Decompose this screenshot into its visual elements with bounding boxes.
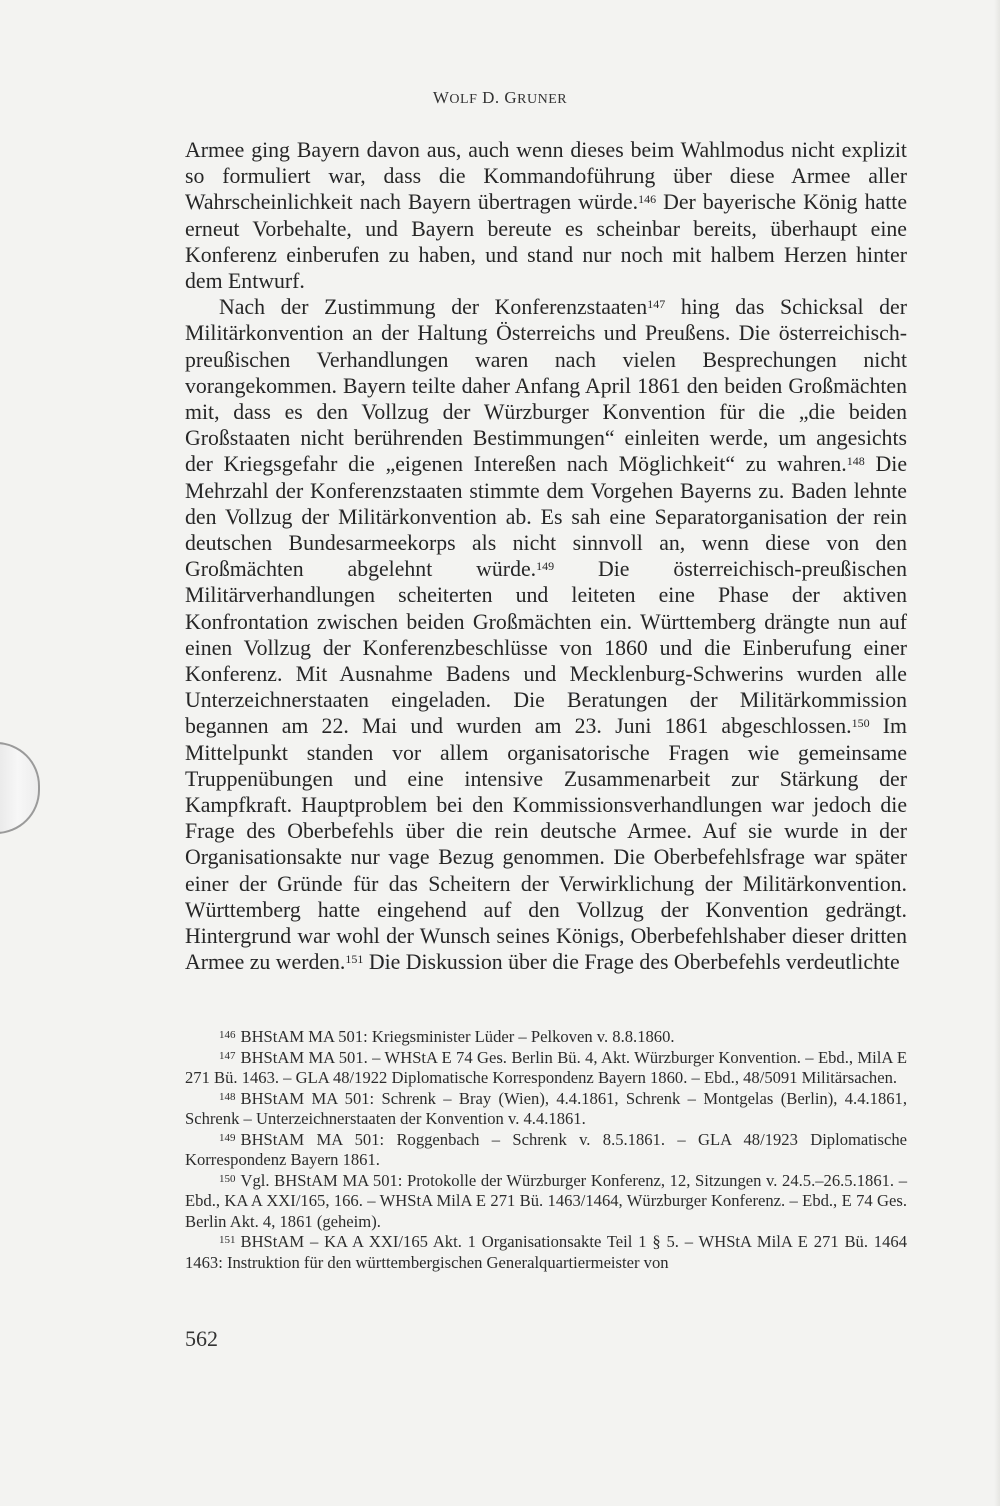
text-segment: Die österreichisch-preußischen Militärverhandlungen scheiterten und leiteten eine Phase der aktiven Konfrontation zwischen beiden Großmächten ein. Württemberg drängte nun auf einen Vollzug der Konferenzbeschlüsse von 1860 und die Einberufung einer Konferenz. Mit Ausnahme Badens und Mecklenburg-Schwerins wurden alle Unterzeichnerstaaten eingeladen. Die Beratungen der Militärkommission begannen am 22. Mai und wurden am 23. Juni 1861 abgeschlossen.: [185, 557, 907, 739]
footnote-reference: 149: [536, 559, 555, 574]
footnote-reference: 148: [846, 454, 865, 469]
page-edge-shadow: [994, 0, 1000, 1506]
author-first-rest: OLF: [449, 92, 478, 107]
author-middle-initial: D.: [482, 88, 500, 107]
footnote-number: 150: [219, 1172, 236, 1185]
footnote-text: BHStAM MA 501: Roggenbach – Schrenk v. 8.5.1861. – GLA 48/1923 Diplomatische Korrespondenz Bayern 1861.: [185, 1129, 907, 1169]
footnote-reference: 151: [345, 952, 364, 967]
footnote: [185, 1027, 907, 1048]
text-segment: Die Mehrzahl der Konferenzstaaten stimmte dem Vorgehen Bayerns zu. Baden lehnte den Vollzug der Militärkonvention ab. Es sah eine Separatorganisation der rein deutschen Bundesarmeekorps als nicht sinnvoll an, wenn diese von den Großmächten abgelehnt würde.: [185, 452, 908, 582]
footnote-reference: 146: [638, 192, 657, 207]
footnote: [185, 1232, 907, 1273]
body-paragraph: [185, 294, 907, 975]
text-segment: Armee ging Bayern davon aus, auch wenn dieses beim Wahlmodus nicht explizit so formuliert war, dass die Kommandoführung über diese Armee aller Wahrscheinlichkeit nach Bayern übertragen würde.: [185, 138, 907, 215]
text-segment: Nach der Zustimmung der Konferenzstaaten: [219, 295, 648, 320]
footnote: [185, 1048, 907, 1089]
footnote-text: BHStAM – KA A XXI/165 Akt. 1 Organisationsakte Teil 1 § 5. – WHStA MilA E 271 Bü. 1464 1463: Instruktion für den württembergischen Generalquartiermeister von: [185, 1232, 907, 1272]
footnote: [185, 1130, 907, 1171]
text-segment: Im Mittelpunkt standen vor allem organisatorische Fragen wie gemeinsame Truppenübungen und eine intensive Zusammenarbeit zur Stärkung der Kampfkraft. Hauptproblem bei den Kommissionsverhandlungen war jedoch die Frage des Oberbefehls über die rein deutsche Armee. Auf sie wurde in der Organisationsakte nur vage Bezug genommen. Die Oberbefehlsfrage war später einer der Gründe für das Scheitern der Verwirklichung der Militärkonvention. Württemberg hatte eingehend auf den Vollzug der Konvention gedrängt. Hintergrund war wohl der Wunsch seines Königs, Oberbefehlshaber dieser dritten Armee zu werden.: [185, 714, 907, 975]
author-first-initial: W: [432, 88, 450, 107]
author-last-rest: RUNER: [517, 92, 568, 107]
footnote-text: Vgl. BHStAM MA 501: Protokolle der Würzburger Konferenz, 12, Sitzungen v. 24.5.–26.5.1861. – Ebd., KA A XXI/165, 166. – WHStA MilA E 271 Bü. 1463/1464, Würzburger Konferenz. – Ebd., E 74 Ges. Berlin Akt. 4, 1861 (geheim).: [185, 1170, 907, 1231]
footnote-number: 149: [219, 1131, 236, 1144]
footnotes: [185, 1027, 907, 1273]
footnote-reference: 147: [647, 297, 666, 312]
footnote-text: BHStAM MA 501. – WHStA E 74 Ges. Berlin Bü. 4, Akt. Würzburger Konvention. – Ebd., MilA E 271 Bü. 1463. – GLA 48/1922 Diplomatische Korrespondenz Bayern 1860. – Ebd., 48/5091 Militärsachen.: [185, 1047, 907, 1087]
page-number: 562: [185, 1326, 218, 1351]
footnote-number: 148: [219, 1090, 236, 1103]
author-last-initial: G: [504, 88, 518, 107]
footnote-reference: 150: [851, 716, 870, 731]
footnote-number: 151: [219, 1234, 236, 1246]
footnote-number: 147: [219, 1049, 236, 1062]
footnote-text: BHStAM MA 501: Kriegsminister Lüder – Pelkoven v. 8.8.1860.: [240, 1027, 675, 1046]
running-head: [0, 88, 1000, 108]
text-segment: Die Diskussion über die Frage des Oberbefehls verdeutlichte: [363, 950, 900, 975]
main-text: [185, 137, 907, 976]
footnote-number: 146: [219, 1029, 236, 1041]
footnote: [185, 1089, 907, 1130]
footnote-text: BHStAM MA 501: Schrenk – Bray (Wien), 4.4.1861, Schrenk – Montgelas (Berlin), 4.4.1861, Schrenk – Unterzeichnerstaaten der Konvention v. 4.4.1861.: [185, 1088, 907, 1128]
text-segment: Der bayerische König hatte erneut Vorbehalte, und Bayern bereute es scheinbar bereits, überhaupt eine Konferenz einberufen zu haben, und stand nur noch mit halbem Herzen hinter dem Entwurf.: [185, 190, 907, 294]
text-segment: hing das Schicksal der Militärkonvention an der Haltung Österreichs und Preußens. Die österreichisch-preußischen Verhandlungen waren nach vielen Besprechungen nicht vorangekommen. Bayern teilte daher Anfang April 1861 den beiden Großmächten mit, dass es den Vollzug der Würzburger Konvention für die „die beiden Großstaaten nicht berührenden Bestimmungen“ einleiten werde, um angesichts der Kriegsgefahr die „eigenen Intereßen nach Möglichkeit“ zu wahren.: [185, 295, 907, 477]
footnote: [185, 1171, 907, 1233]
body-paragraph: [185, 137, 907, 294]
binding-clip-shadow: [0, 742, 40, 834]
